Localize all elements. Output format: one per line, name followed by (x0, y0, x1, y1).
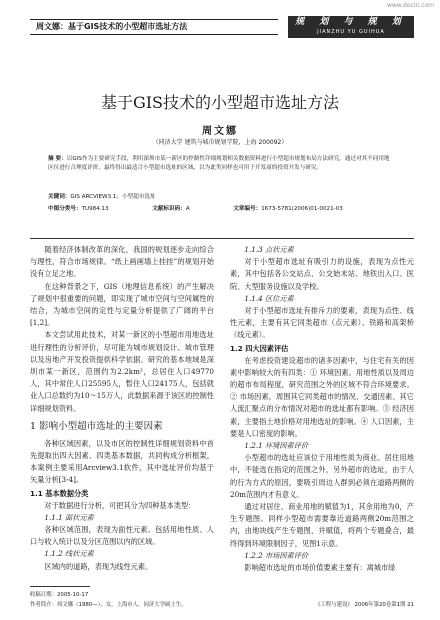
footnote-divider (30, 586, 90, 587)
keywords (48, 192, 156, 200)
keywords-label: 关键词： (48, 194, 71, 200)
subsubsection-heading: 1.2.1 环境因素评价 (244, 441, 309, 451)
paragraph: 随着经济体制改革的深化，我国的规划逐步走向综合与理性，符合市场规律。“纸上画画墙上挂挂”的规划开始没有立足之地。 (30, 245, 214, 279)
footnote-received: 收稿日期：2005-10-17 (30, 592, 89, 598)
column-name-en: JIANZHU YU GUIHUA (317, 29, 385, 35)
section-heading: 1 影响小型超市选址的主要因素 (30, 420, 163, 432)
paragraph: 通过对居住、商业用地的赋值为1，其余用地为0，产生专题图。同样小型超市需要靠近道路两侧20m范围之内，由地块线产生专题图，并赋值，将两个专题叠合，最终得到环境限制因子，见图1示意。 (230, 502, 414, 548)
paragraph: 对于数据进行分析，可把其分为四种基本类型： (44, 500, 196, 510)
paragraph: 各种区域因素，以及市区的控制性详细规划资料中首先提取出四大因素、四类基本数据，共同构成分析框架，本案例主要采用Arcview3.1软件，其中选址评价均基于矢量分析[3-4]。 (30, 438, 214, 485)
page-footer: 《工程与建设》 2006年第20卷第1期 21 (315, 602, 414, 608)
paragraph: 在这种背景之下，GIS（地理信息系统）的产生解决了规划中很重要的问题，即实现了城市空间与空间属性的结合，为城市空间的定性与定量分析提供了广阔的平台[1,2]。 (30, 281, 214, 328)
paragraph: 区域内的道路，表现为线性元素。 (44, 561, 153, 571)
paragraph: 本文尝试用此技术，对某一新区的小型超市用地选址进行理性的分析评价，尽可能为城市规划设计、城市管理以及房地产开发投资提供科学依据。研究的基本地域是深圳市某一新区，范围约为2.2km²，总居住人口49770人，其中常住人口25595人，暂住人口24175人，包括就业人口总数约为10～15万人，此数据来源于该区的控制性详细规划资料。 (30, 330, 214, 413)
page-header (0, 16, 440, 38)
right-column (230, 244, 414, 574)
abstract-text: 以GIS作为主要研究手段，利用深圳市某一新区的控制性详细规划相关数据资料进行小型超市规划布局方法研究。通过对其不同用地区位进行合理度评价，最终得出最适合小型超市选址的区域，以为此类同样也可用于开发商的投资开发与研究。 (48, 156, 390, 171)
paper-title: 基于GIS技术的小型超市选址方法 (100, 93, 340, 112)
subsubsection-heading: 1.1.3 点状元素 (244, 245, 294, 254)
subsubsection-heading: 1.1.4 区位元素 (244, 293, 294, 303)
left-column (30, 244, 214, 573)
subsubsection-heading: 1.1.2 线状元素 (44, 549, 94, 559)
doc-value: A (185, 206, 190, 212)
section-divider (30, 238, 414, 239)
clc-label: 中图分类号： (48, 206, 82, 212)
subsubsection-heading: 1.2.2 市场因素评价 (244, 550, 309, 560)
footnote-author-bio: 作者简介：周文娜（1980—），女，上海市人，同济大学硕士生。 (30, 602, 187, 608)
column-name-cn: 规 划 与 规 划 (295, 17, 407, 27)
abstract-label: 摘 要： (48, 156, 67, 162)
paragraph: 在考虑投资建设超市的诸多因素中，与住宅有关的因素中影响较大的有四类：① 环境因素。用地性质以及周边的超市布局程度，研究范围之外的区域不符合环境要求。② 市场因素，周围其它同类超市的情况、交通因素、其它人流汇聚点的分布情况对超市的选址都有影响。③ 经济因素，主要指土地价格对用地选址的影响。④ 人口因素，主要是人口密度的影响。 (230, 355, 414, 438)
art-value: 1673-5781(2006)01-0021-03 (261, 206, 343, 212)
keywords-text: GIS ARCVIEW3.1；小型超市选址 (70, 194, 156, 200)
clc-value: TU984.13 (81, 206, 109, 212)
subsection-heading: 1.1 基本数据分类 (30, 488, 89, 498)
doc-label: 文献标识码： (152, 206, 186, 212)
author: 周文娜 (202, 126, 238, 137)
affiliation: （同济大学 建筑与城市规划学院，上海 200092） (152, 139, 288, 146)
column-badge (288, 16, 414, 38)
paragraph: 小型超市的选址应该位于用地性质为商业、居住用地中，不能选在指定的范围之外，另外超市的选址，由于人的行为方式的原因，要吸引周边人群到必须在道路两侧的20m范围内才有意义。 (230, 453, 414, 499)
subsubsection-heading: 1.1.1 面状元素 (44, 512, 94, 522)
paragraph: 各种区域范围，表现为面性元素。包括用地性质、人口与收入统计以及分区范围以内的区域。 (30, 525, 214, 547)
watermark: www.docin.com (386, 2, 434, 9)
paragraph: 影响超市选址的市场价值要素主要有：离城市绿 (244, 563, 396, 573)
subsection-heading: 1.2 四大因素评估 (230, 343, 289, 353)
paragraph: 对于小型超市选址有排斥力的要素，表现为点性、线性元素，主要有其它同类超市（点元素）、铁路和高架桥（线元素）。 (230, 306, 414, 340)
paragraph: 对于小型超市选址有吸引力的设施，表现为点性元素，其中包括各公交站点、公交始末站、地铁出入口、医院、大型服务设施以及学校。 (230, 257, 414, 291)
running-title: 周文娜：基于GIS技术的小型超市选址方法 (30, 19, 278, 35)
art-label: 文章编号： (233, 206, 262, 212)
abstract (48, 155, 394, 173)
classification (48, 204, 394, 212)
